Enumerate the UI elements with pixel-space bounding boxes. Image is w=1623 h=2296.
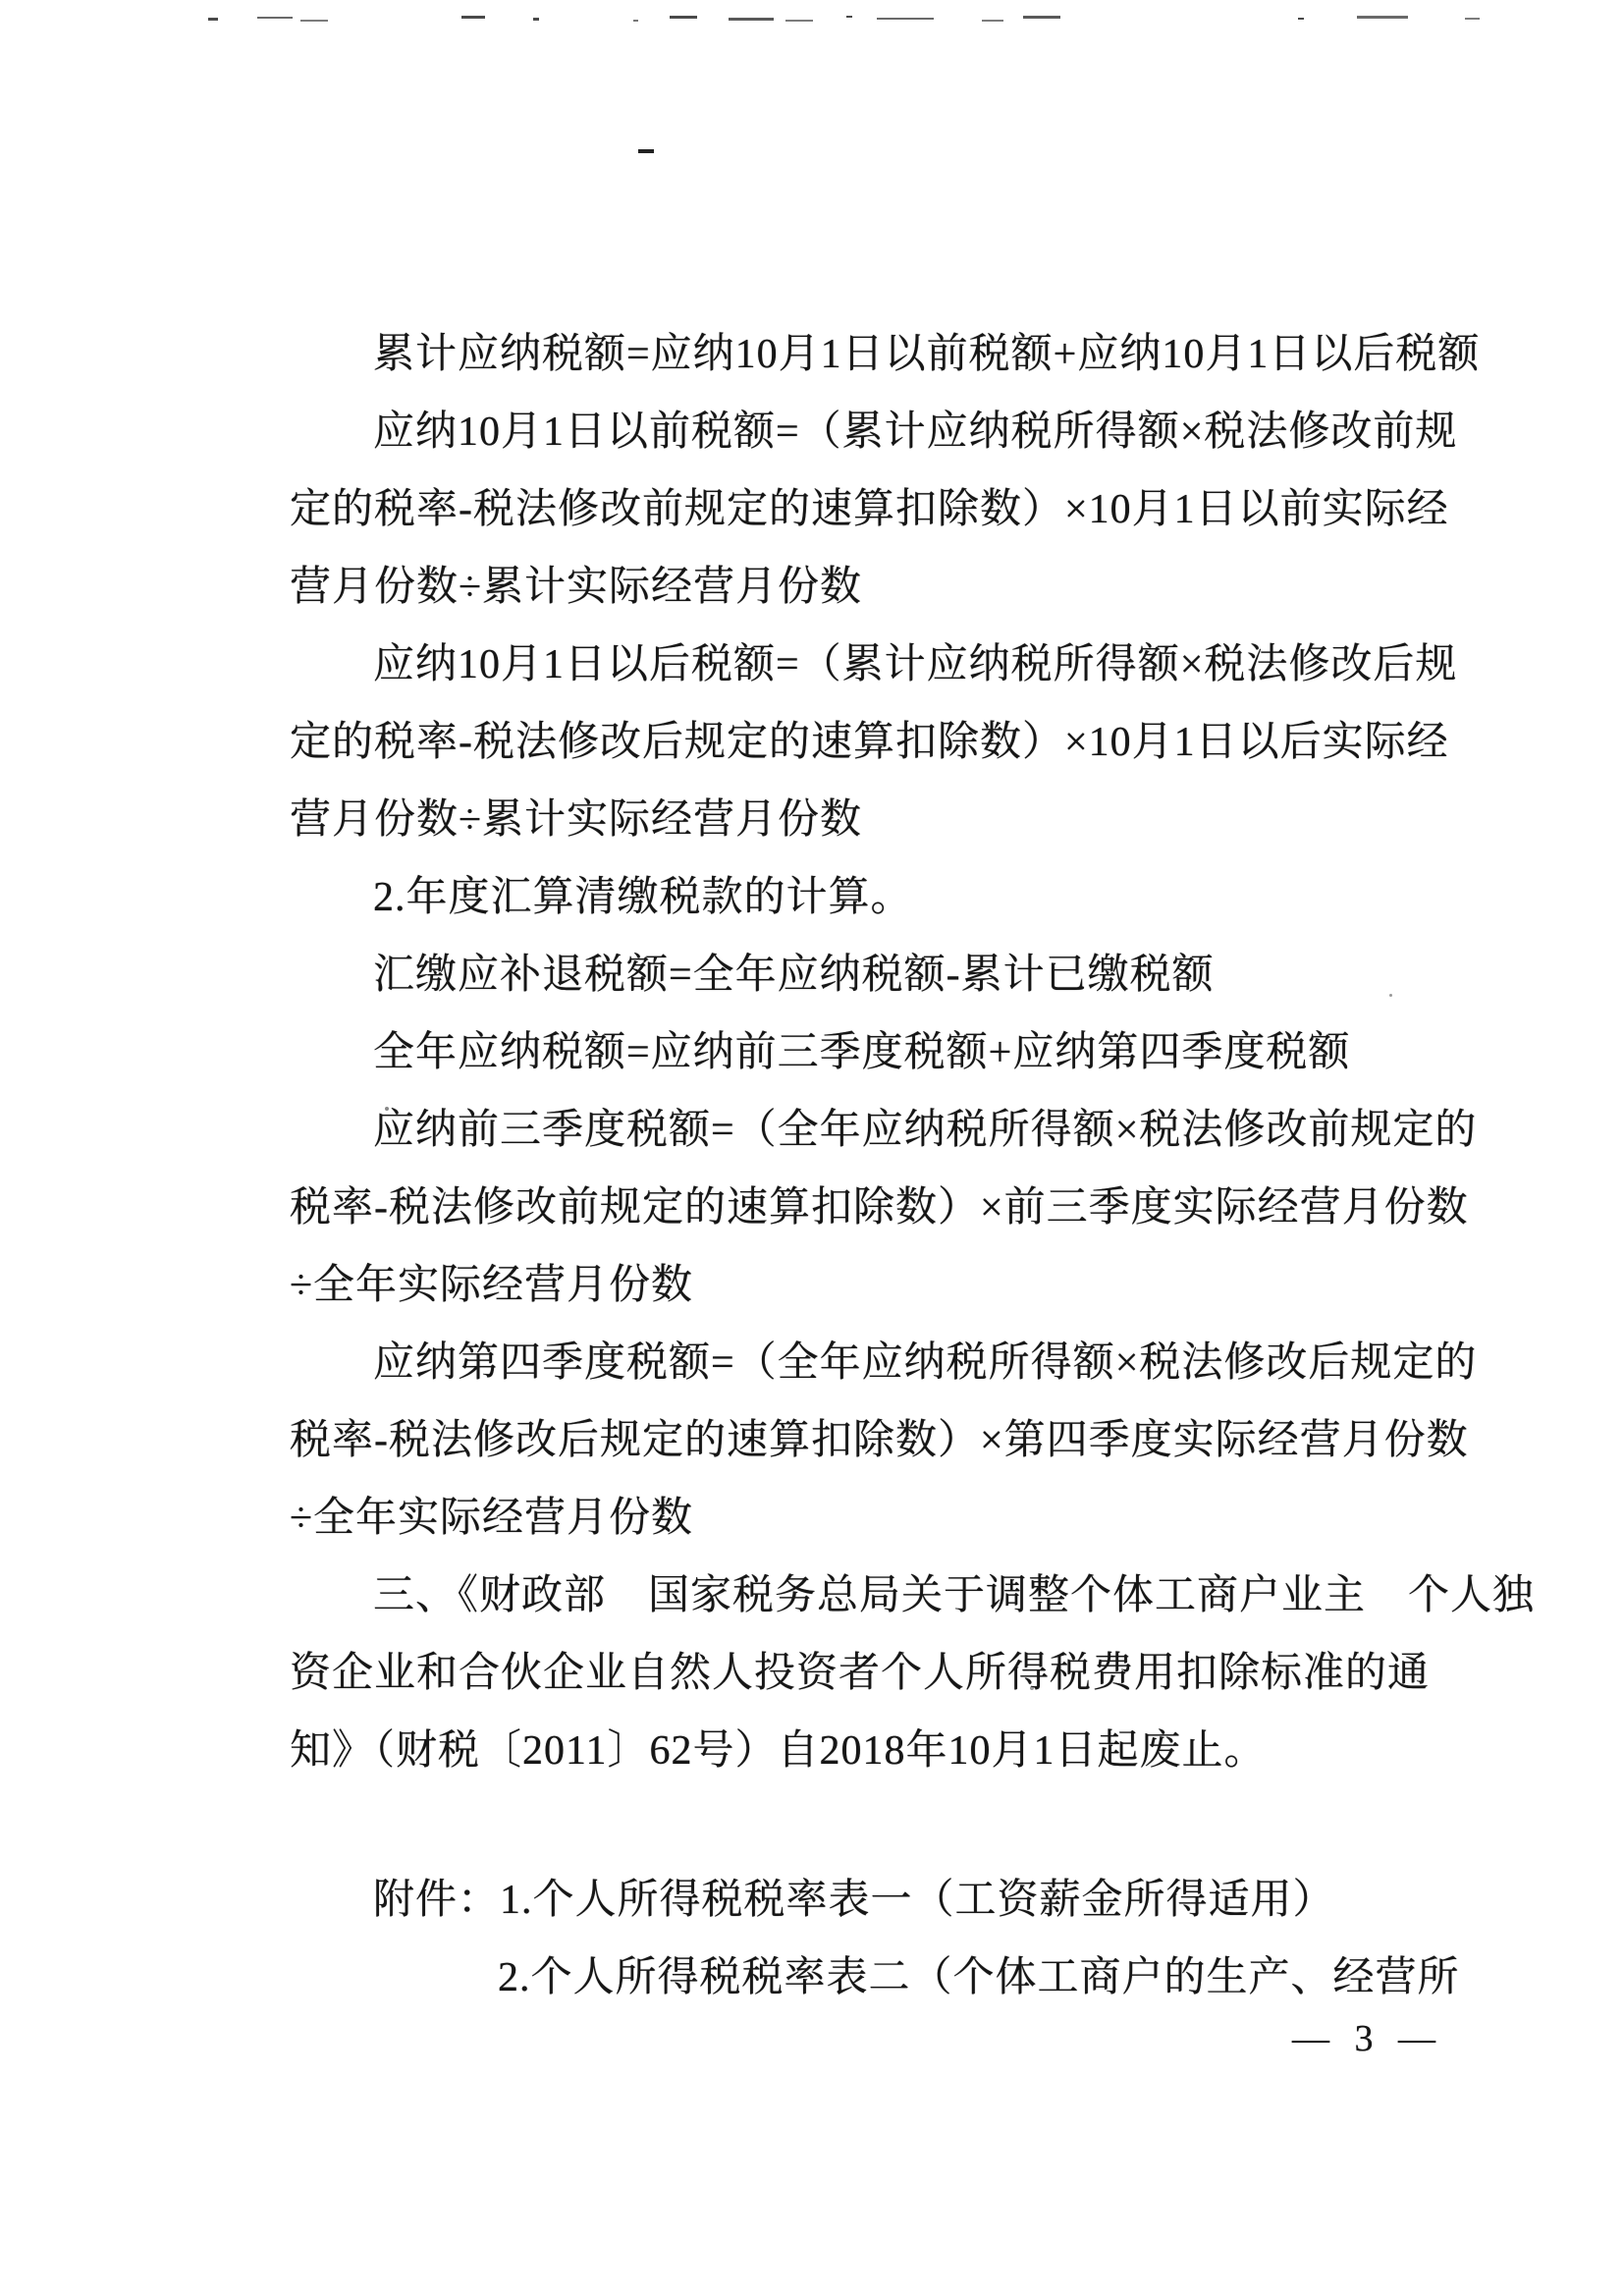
body-line: 营月份数÷累计实际经营月份数 (290, 797, 863, 843)
attachments-label: 附件： (373, 1878, 501, 1923)
body-line: ÷全年实际经营月份数 (290, 1263, 694, 1308)
attachment-line (373, 1862, 1532, 1940)
body-line: 定的税率-税法修改前规定的速算扣除数）×10月1日以前实际经 (290, 487, 1449, 532)
body-line: 三、《财政部 国家税务总局关于调整个体工商户业主 个人独 (373, 1573, 1536, 1618)
attachment-line: 2.个人所得税税率表二（个体工商户的生产、经营所 (498, 1955, 1460, 2000)
page-number: — 3 — (1292, 2018, 1443, 2059)
body-line: 税率-税法修改前规定的速算扣除数）×前三季度实际经营月份数 (290, 1185, 1469, 1230)
body-line: 税率-税法修改后规定的速算扣除数）×第四季度实际经营月份数 (290, 1418, 1469, 1463)
body-line: 2.年度汇算清缴税款的计算。 (373, 875, 913, 920)
body-line: 应纳10月1日以前税额=（累计应纳税所得额×税法修改前规 (373, 410, 1458, 455)
body-line: 汇缴应补退税额=全年应纳税额-累计已缴税额 (373, 953, 1215, 998)
body-line: 应纳10月1日以后税额=（累计应纳税所得额×税法修改后规 (373, 642, 1458, 687)
body-line: 应纳前三季度税额=（全年应纳税所得额×税法修改前规定的 (373, 1108, 1478, 1153)
body-line: 资企业和合伙企业自然人投资者个人所得税费用扣除标准的通 (290, 1651, 1431, 1696)
attachment-item: 1.个人所得税税率表一（工资薪金所得适用） (500, 1878, 1335, 1923)
body-line: 知》（财税〔2011〕62号）自2018年10月1日起废止。 (290, 1728, 1267, 1774)
body-line: 定的税率-税法修改后规定的速算扣除数）×10月1日以后实际经 (290, 720, 1449, 765)
body-line: ÷全年实际经营月份数 (290, 1496, 694, 1541)
body-line: 累计应纳税额=应纳10月1日以前税额+应纳10月1日以后税额 (373, 332, 1481, 377)
body-line: 营月份数÷累计实际经营月份数 (290, 565, 863, 610)
document-body (290, 316, 1536, 1790)
attachments-section (373, 1862, 1532, 2017)
body-line: 应纳第四季度税额=（全年应纳税所得额×税法修改后规定的 (373, 1340, 1478, 1386)
stray-dash-mark (638, 149, 654, 153)
body-line: 全年应纳税额=应纳前三季度税额+应纳第四季度税额 (373, 1030, 1351, 1075)
